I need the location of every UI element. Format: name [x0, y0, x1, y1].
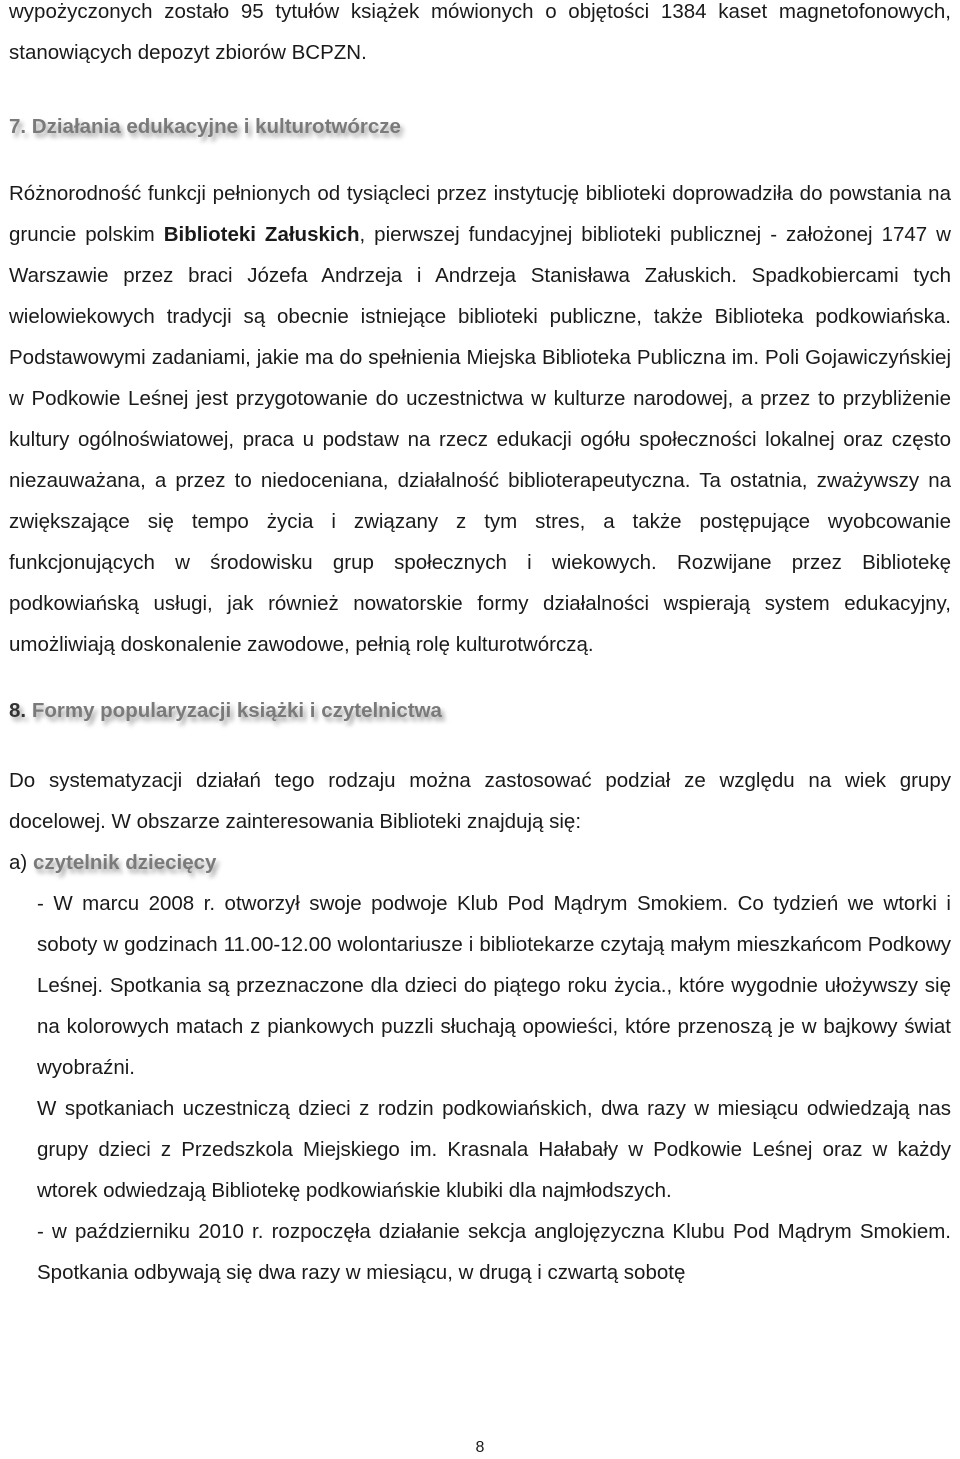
- subsection-a-body: [9, 883, 951, 1293]
- section-7-text-part1: Różnorodność funkcji pełnionych od tysiącleci przez instytucję biblioteki doprowadziła do powstania na gruncie polskim: [9, 182, 951, 246]
- subsection-a-item-2: W spotkaniach uczestniczą dzieci z rodzin podkowiańskich, dwa razy w miesiącu odwiedzają nas grupy dzieci z Przedszkola Miejskiego im. Krasnala Hałabały w Podkowie Leśnej oraz w każdy wtorek odwiedzają Bibliotekę podkowiańskie klubiki dla najmłodszych.: [37, 1097, 951, 1202]
- page-number: 8: [475, 1439, 485, 1456]
- intro-paragraph: wypożyczonych zostało 95 tytułów książek mówionych o objętości 1384 kaset magnetofonowych, stanowiących depozyt zbiorów BCPZN.: [9, 0, 951, 64]
- subsection-a-title: czytelnik dziecięcy: [32, 851, 217, 874]
- subsection-a-item-1: - W marcu 2008 r. otworzył swoje podwoje Klub Pod Mądrym Smokiem. Co tydzień we wtorki i soboty w godzinach 11.00-12.00 wolontariusze i bibliotekarze czytają małym mieszkańcom Podkowy Leśnej. Spotkania są przeznaczone dla dzieci do piątego roku życia., które wygodnie ułożywszy się na kolorowych matach z piankowych puzzli słuchają opowieści, które przenoszą je w bajkowy świat wyobraźni.: [37, 892, 951, 1079]
- section-7-heading: 7. Działania edukacyjne i kulturotwórcze: [9, 115, 401, 138]
- section-7-bold-name: Biblioteki Załuskich: [163, 223, 360, 246]
- section-8-paragraph: Do systematyzacji działań tego rodzaju można zastosować podział ze względu na wiek grupy docelowej. W obszarze zainteresowania Biblioteki znajdują się:: [9, 769, 951, 833]
- section-8-heading: [9, 690, 951, 731]
- section-7-text-part2: , pierwszej fundacyjnej biblioteki publicznej - założonej 1747 w Warszawie przez braci Józefa Andrzeja i Andrzeja Stanisława Załuskich. Spadkobiercami tych wielowiekowych tradycji są obecnie istniejące biblioteki publiczne, także Biblioteka podkowiańska. Podstawowymi zadaniami, jakie ma do spełnienia Miejska Biblioteka Publiczna im. Poli Gojawiczyńskiej w Podkowie Leśnej jest przygotowanie do uczestnictwa w kulturze narodowej, a przez to przybliżenie kultury ogólnoświatowej, praca u podstaw na rzecz edukacji ogółu społeczności lokalnej oraz często niezauważana, a przez to niedoceniana, działalność biblioterapeutyczna. Ta ostatnia, zważywszy na zwiększające się tempo życia i związany z tym stres, a także postępujące wyobcowanie funkcjonujących w środowisku grup społecznych i wiekowych. Rozwijane przez Bibliotekę podkowiańską usługi, jak również nowatorskie formy działalności wspierają system edukacyjny, umożliwiają doskonalenie zawodowe, pełnią rolę kulturotwórczą.: [9, 223, 951, 656]
- section-8-heading-number: 8.: [9, 699, 27, 722]
- subsection-a-label: [9, 842, 951, 883]
- subsection-a-item-3: - w październiku 2010 r. rozpoczęła działanie sekcja anglojęzyczna Klubu Pod Mądrym Smokiem. Spotkania odbywają się dwa razy w miesiącu, w drugą i czwartą sobotę: [37, 1220, 951, 1284]
- subsection-a-letter: a): [9, 851, 28, 874]
- section-8-heading-text: Formy popularyzacji książki i czytelnictwa: [31, 699, 442, 722]
- section-7-paragraph: [9, 173, 951, 665]
